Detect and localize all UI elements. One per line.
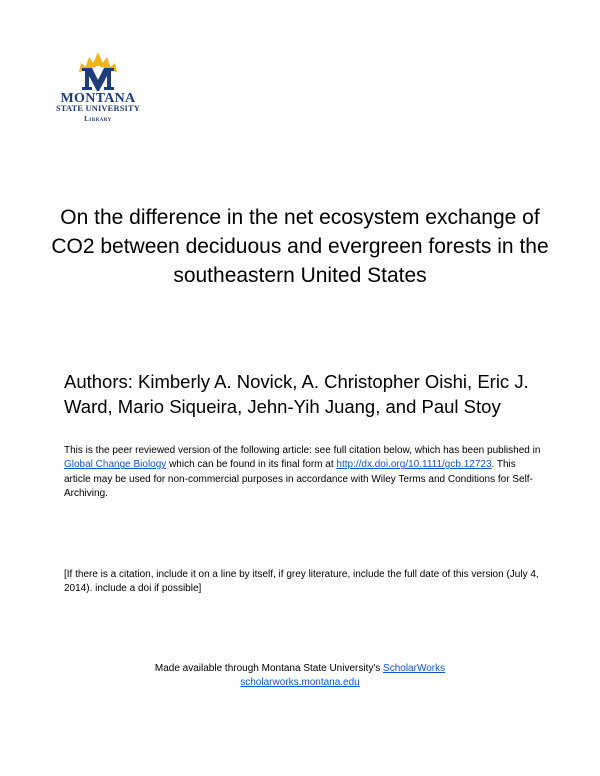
scholarworks-site-link[interactable]: scholarworks.montana.edu <box>240 677 360 689</box>
journal-link[interactable]: Global Change Biology <box>64 459 167 471</box>
msu-library-logo <box>52 50 144 126</box>
msu-m-logo-icon <box>52 50 144 92</box>
peer-review-text-1: This is the peer reviewed version of the following article: see full citation below, which has been published in <box>64 445 541 456</box>
logo-montana: MONTANA <box>60 91 136 106</box>
article-title: On the difference in the net ecosystem exchange of CO2 between deciduous and evergreen forests in the southeastern United States <box>51 206 549 287</box>
authors-line: Authors: Kimberly A. Novick, A. Christopher Oishi, Eric J. Ward, Mario Siqueira, Jehn-Yih Juang, and Paul Stoy <box>64 371 529 417</box>
peer-review-text-3: . This article may be used for non-commercial purposes in accordance with Wiley Terms and Conditions for Self-Archiving. <box>64 459 533 499</box>
footer <box>80 662 520 691</box>
citation-note: [If there is a citation, include it on a line by itself, if grey literature, include the full date of this version (July 4, 2014). include a doi if possible] <box>64 569 539 595</box>
doi-link[interactable]: http://dx.doi.org/10.1111/gcb.12723 <box>336 459 492 471</box>
peer-review-text-2: which can be found in its final form at <box>166 459 337 471</box>
logo-state-university: STATE UNIVERSITY <box>55 104 141 113</box>
logo-library: Library <box>84 115 112 123</box>
footer-made-available <box>80 662 520 676</box>
scholarworks-link[interactable]: ScholarWorks <box>383 663 446 674</box>
footer-made-available-text: Made available through Montana State University's <box>154 663 384 674</box>
peer-review-statement <box>64 444 542 501</box>
